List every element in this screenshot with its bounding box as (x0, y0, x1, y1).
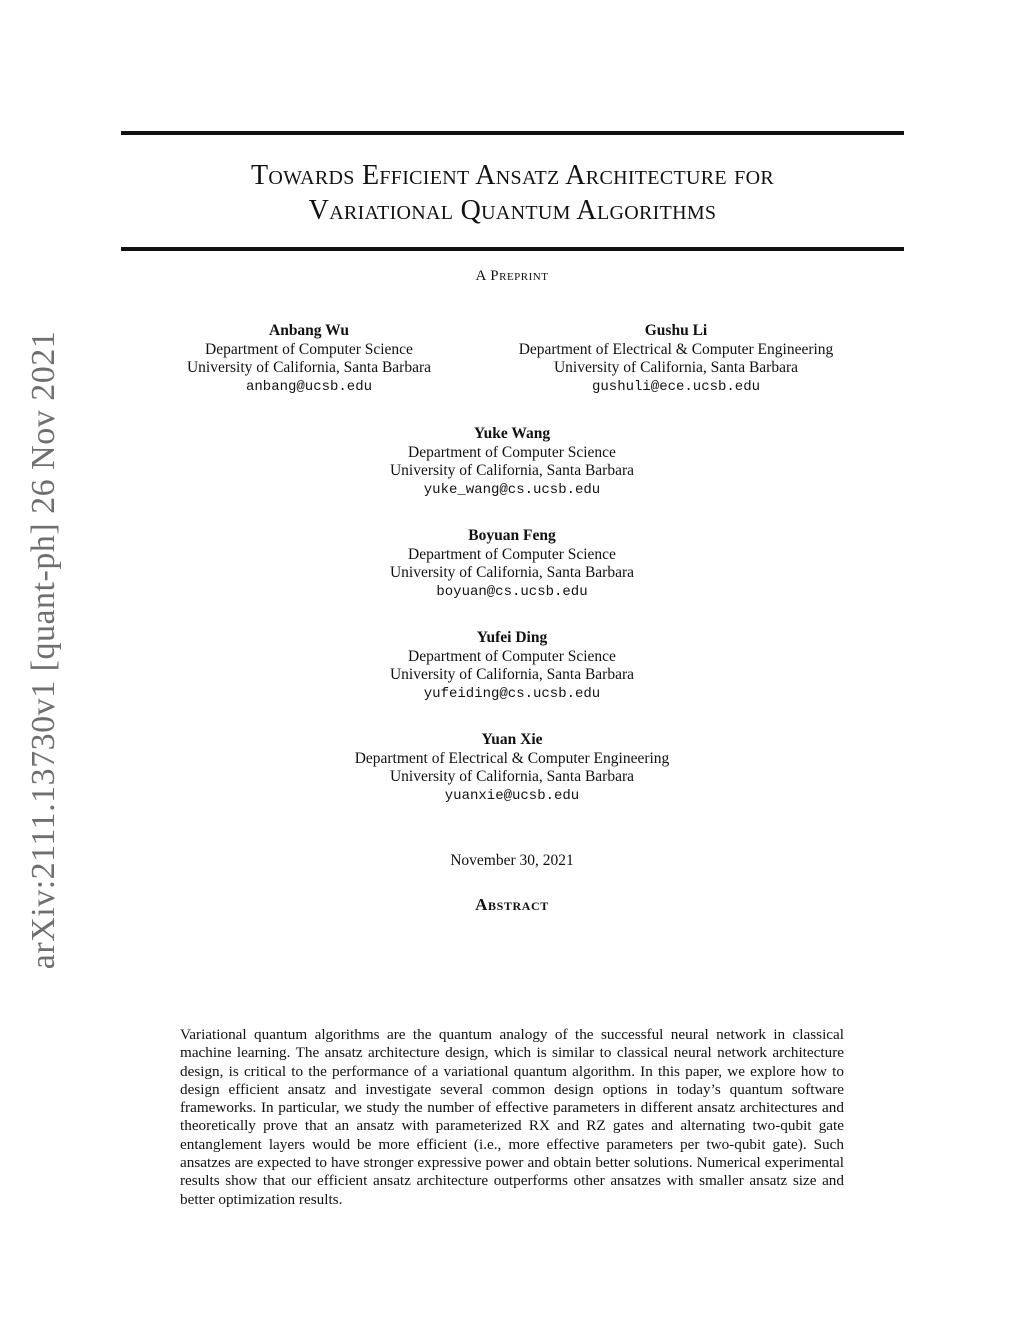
title-rule-top (121, 131, 904, 135)
author-name: Gushu Li (644, 322, 708, 339)
author-department: Department of Computer Science (408, 647, 616, 665)
abstract-heading: Abstract (475, 895, 549, 914)
author-block (312, 425, 712, 499)
author-department: Department of Computer Science (205, 340, 413, 358)
author-email[interactable]: gushuli@ece.ucsb.edu (591, 378, 761, 395)
author-block (312, 629, 712, 703)
author-department: Department of Computer Science (408, 545, 616, 563)
title-line-2: Variational Quantum Algorithms (308, 195, 717, 226)
author-block (312, 527, 712, 601)
author-university: University of California, Santa Barbara (389, 666, 635, 683)
arxiv-identifier: arXiv:2111.13730v1 [quant-ph] 26 Nov 2021 (25, 330, 62, 970)
author-block (490, 322, 862, 396)
author-name: Boyuan Feng (468, 527, 556, 544)
title-line-1: Towards Efficient Ansatz Architecture for (250, 160, 774, 191)
author-university: University of California, Santa Barbara (553, 359, 799, 376)
title-rule-bottom (121, 247, 904, 251)
author-university: University of California, Santa Barbara (186, 359, 432, 376)
author-university: University of California, Santa Barbara (389, 462, 635, 479)
author-email[interactable]: yuke_wang@cs.ucsb.edu (423, 481, 601, 498)
author-email[interactable]: yuanxie@ucsb.edu (444, 787, 580, 804)
author-name: Anbang Wu (269, 322, 349, 339)
author-department: Department of Computer Science (408, 443, 616, 461)
author-department: Department of Electrical & Computer Engineering (518, 340, 834, 358)
paper-title (121, 158, 904, 228)
author-department: Department of Electrical & Computer Engineering (354, 749, 670, 767)
author-name: Yuke Wang (473, 425, 551, 442)
publication-date: November 30, 2021 (450, 852, 574, 869)
author-university: University of California, Santa Barbara (389, 768, 635, 785)
author-email[interactable]: yufeiding@cs.ucsb.edu (423, 685, 601, 702)
author-name: Yufei Ding (476, 629, 548, 646)
author-email[interactable]: boyuan@cs.ucsb.edu (436, 583, 588, 600)
author-name: Yuan Xie (481, 731, 543, 748)
preprint-label: A Preprint (475, 268, 549, 284)
author-block (312, 731, 712, 805)
abstract-text: Variational quantum algorithms are the quantum analogy of the successful neural network in classical machine learning. The ansatz architecture design, which is similar to classical neural network architecture design, is critical to the performance of a variational quantum algorithm. In this paper, we explore how to design efficient ansatz and investigate several common design options in today’s quantum software frameworks. In particular, we study the number of effective parameters in different ansatz architectures and theoretically prove that an ansatz with parameterized RX and RZ gates and alternating two-qubit gate entanglement layers would be more efficient (i.e., more effective parameters per two-qubit gate). Such ansatzes are expected to have stronger expressive power and obtain better solutions. Numerical experimental results show that our efficient ansatz architecture outperforms other ansatzes with smaller ansatz size and better optimization results. (180, 1026, 844, 1208)
author-university: University of California, Santa Barbara (389, 564, 635, 581)
author-block (160, 322, 458, 396)
author-email[interactable]: anbang@ucsb.edu (245, 378, 373, 395)
